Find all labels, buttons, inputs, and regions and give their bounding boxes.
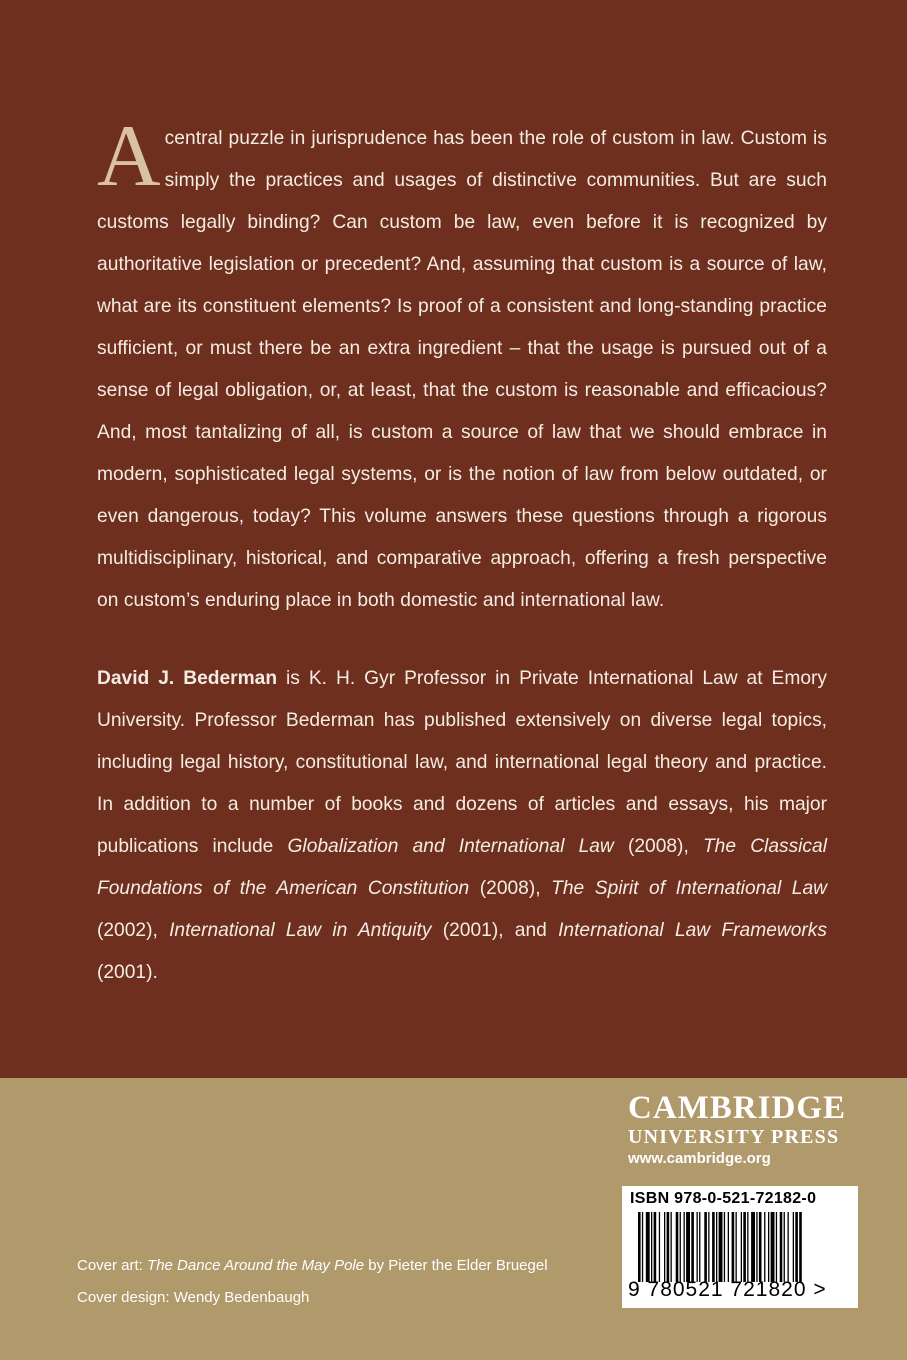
book-title-4: International Law in Antiquity [169,920,432,941]
cover-art-title: The Dance Around the May Pole [147,1257,365,1274]
publisher-url: www.cambridge.org [628,1150,771,1167]
barcode-icon [638,1212,850,1282]
author-name: David J. Bederman [97,668,278,689]
book-title-1: Globalization and International Law [287,836,614,857]
publisher-logo [628,1090,860,1167]
barcode-digits: 9 780521 721820 > [628,1278,827,1301]
barcode-panel [622,1186,858,1308]
bio-text-3: (2008), [469,878,552,899]
bio-text-5: (2001), and [431,920,559,941]
bio-text-1: is K. H. Gyr Professor in Private International Law at Emory University. Professor Bederman has published extensively on diverse legal topics, including legal history, constitutional law, and international legal theory and practice. In addition to a number of books and dozens of articles and essays, his major publications include [97,668,827,857]
bio-text-4: (2002), [97,920,170,941]
author-bio [97,658,827,994]
drop-cap: A [97,108,161,205]
publisher-name-line2: UNIVERSITY PRESS [628,1126,840,1148]
book-title-3: The Spirit of International Law [551,878,827,899]
cover-art-suffix: by Pieter the Elder Bruegel [364,1257,548,1274]
description-text: central puzzle in jurisprudence has been the role of custom in law. Custom is simply the practices and usages of distinctive communities. But are such customs legally binding? Can custom be law, even before it is recognized by authoritative legislation or precedent? And, assuming that custom is a source of law, what are its constituent elements? Is proof of a consistent and long-standing practice sufficient, or must there be an extra ingredient – that the usage is pursued out of a sense of legal obligation, or, at least, that the custom is reasonable and efficacious? And, most tantalizing of all, is custom a source of law that we should embrace in modern, sophisticated legal systems, or is the notion of law from below outdated, or even dangerous, today? This volume answers these questions through a rigorous multidisciplinary, historical, and comparative approach, offering a fresh perspective on custom’s enduring place in both domestic and international law. [97,128,827,611]
cover-art-credit [77,1250,548,1282]
book-description [97,108,827,622]
bio-text-6: (2001). [97,962,158,983]
book-title-5: International Law Frameworks [558,920,827,941]
bio-text-2: (2008), [613,836,703,857]
cover-credits [77,1250,548,1314]
cover-art-prefix: Cover art: [77,1257,148,1274]
isbn-label: ISBN 978-0-521-72182-0 [630,1190,817,1207]
book-title-2: The Classical Foundations of the American Constitution [97,836,827,899]
publisher-name-line1: CAMBRIDGE [628,1090,847,1126]
cover-design-credit: Cover design: Wendy Bedenbaugh [77,1289,310,1306]
